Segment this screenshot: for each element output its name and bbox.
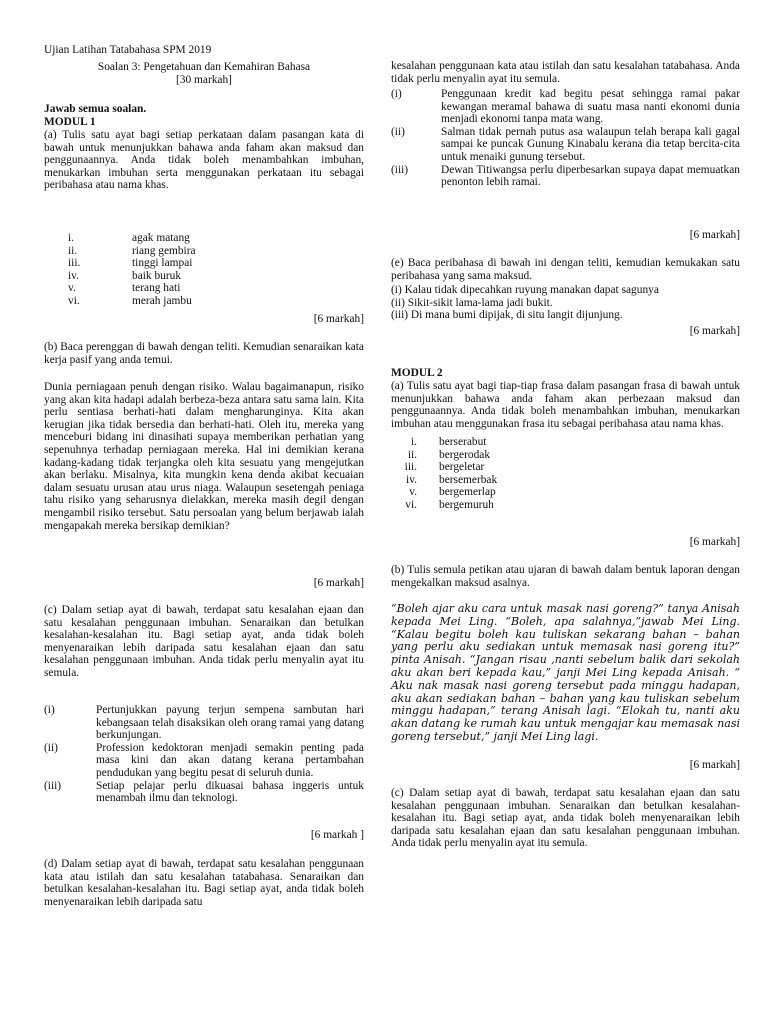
phrase-item-number: vi. [405,498,417,511]
phrase-item-text: bergemuruh [439,498,494,511]
sentence-item-number: (ii) [391,125,405,138]
phrase-item [391,436,740,449]
word-pair-item-text: riang gembira [132,244,196,257]
question-2a-text: (a) Tulis satu ayat bagi tiap-tiap frasa dalam pasangan frasa di bawah untuk menunjukkan bahawa anda faham akan perbezaan maksud dan penggunaannya. Anda tidak boleh menambahkan imbuhan, menukarkan imbuhan atau menggunakan frasa itu sebagai peribahasa atau nama khas. [391,380,740,430]
proverb-item: (iii) Di mana bumi dipijak, di situ langit dijunjung. [391,309,623,322]
instruction: Jawab semua soalan. [44,103,147,115]
question-1a-marks: [6 markah] [313,313,364,325]
proverb-item: (i) Kalau tidak dipecahkan ruyung manakan dapat sagunya [391,284,659,296]
question-1d-continued: kesalahan penggunaan kata atau istilah dan satu kesalahan tatabahasa. Anda tidak perlu menyalin ayat itu semula. [391,60,740,85]
question-1a-word-list [44,232,364,308]
phrase-item-text: berserabut [439,436,487,448]
question-1e-marks: [6 markah] [689,325,740,337]
phrase-item-number: ii. [407,448,417,461]
question-2b-dialogue-passage: “Boleh ajar aku cara untuk masak nasi goreng?” tanya Anisah kepada Mei Ling. “Boleh, apa salahnya,”jawab Mei Ling. “Kalau begitu boleh kau tuliskan sekarang bahan – bahan yang perlu aku sediakan untuk memasak nasi goreng itu?” pinta Anisah. “Jangan risau ,nanti sebelum balik dari sekolah aku akan beri kepada kau,” janji Mei Ling kepada Anisah. “ Aku nak masak nasi goreng tersebut pada minggu hadapan, aku akan sediakan bahan – bahan yang kau tuliskan sebelum minggu hadapan,” terang Anisah lagi. “Elokah tu, nanti aku akan datang ke rumah kau untuk mengajar kau memasak nasi goreng tersebut,” janji Mei Ling lagi. [391,602,740,743]
word-pair-item-text: baik buruk [132,269,182,282]
modul1-heading: MODUL 1 [44,116,96,128]
sentence-item-text: Setiap pelajar perlu dikuasai bahasa inggeris untuk menambah ilmu dan teknologi. [96,779,364,805]
word-pair-item-number: i. [68,232,75,244]
question-1a-text: (a) Tulis satu ayat bagi setiap perkataan dalam pasangan kata di bawah untuk menunjukkan bahawa anda faham akan maksud dan penggunaannya. Anda tidak boleh menambahkan imbuhan, menukarkan imbuhan serta menggunakan perkataan itu sebagai peribahasa atau nama khas. [44,129,364,192]
word-pair-item-text: merah jambu [132,294,192,307]
question-1d-sentence-list [391,88,740,189]
question-1b-passage: Dunia perniagaan penuh dengan risiko. Walau bagaimanapun, risiko yang akan kita hadapi adalah berbeza-beza antara satu sama lain. Kita perlu sentiasa berhati-hati dalam mengharunginya. Kita akan kerugian jika tidak bersedia dan berhati-hati. Oleh itu, mereka yang menceburi bidang ini dinasihati supaya memberikan perhatian yang sepenuhnya terhadap perniagaan mereka. Hal ini demikian kerana kadang-kadang tidak terjangka oleh kita sesuatu yang mengejutkan akan berlaku. Misalnya, kita mungkin kena denda akibat kecuaian dalam sesuatu urusan atau urus niaga. Walaupun sesetengah peniaga tahu risiko yang seharusnya dielakkan, mereka masih degil dengan mengambil risiko tersebut. Satu persoalan yang belum berjawab ialah mengapakah mereka bersikap demikian? [44,381,364,532]
phrase-item-number: iv. [406,473,417,486]
question-1e-proverb-list [391,284,740,322]
sentence-item [391,126,740,164]
sentence-item [391,164,740,189]
modul2-heading: MODUL 2 [391,367,443,379]
question-2a-phrase-list [391,436,740,512]
sentence-item-number: (iii) [391,163,409,176]
word-pair-item-number: vi. [68,294,80,307]
question-2b-marks: [6 markah] [689,759,740,771]
word-pair-item-number: v. [68,282,76,295]
word-pair-item [44,282,364,295]
phrase-item-number: i. [410,436,417,448]
word-pair-item-number: iv. [68,269,79,282]
phrase-item [391,461,740,474]
phrase-item-text: bergeletar [439,461,485,474]
sentence-item-number: (ii) [44,741,58,754]
word-pair-item-number: iii. [68,257,81,270]
sentence-item-text: Pertunjukkan payung terjun sempena sambutan hari kebangsaan telah disaksikan oleh orang ramai yang datang berkunjungan. [96,704,364,742]
question-1c-sentence-list [44,704,364,805]
exam-title: Ujian Latihan Tatabahasa SPM 2019 [44,44,212,56]
phrase-item-text: bersemerbak [439,473,498,486]
sentence-item-text: Penggunaan kredit kad begitu pesat sehingga ramai pakar kewangan meramal bahawa di suatu masa nanti ekonomi dunia menjadi ekonomi tanpa mata wang. [441,88,740,126]
word-pair-item [44,245,364,258]
sentence-item-text: Dewan Titiwangsa perlu diperbesarkan supaya dapat memuatkan penonton lebih ramai. [441,163,740,189]
phrase-item [391,449,740,462]
word-pair-item [44,257,364,270]
question-2b-text: (b) Tulis semula petikan atau ujaran di bawah dalam bentuk laporan dengan mengekalkan maksud asalnya. [391,564,740,589]
word-pair-item-text: agak matang [132,232,190,244]
sentence-item-text: Salman tidak pernah putus asa walaupun telah berapa kali gagal sampai ke puncak Gunung Kinabalu kerana dia tetap bercita-cita untuk menaiki gunung tersebut. [441,125,740,163]
word-pair-item [44,232,364,245]
phrase-item-number: iii. [404,461,417,474]
word-pair-item-number: ii. [68,244,78,257]
word-pair-item [44,270,364,283]
sentence-item [44,704,364,742]
sentence-item [44,742,364,780]
phrase-item-number: v. [409,486,417,499]
section-marks: [30 markah] [176,74,232,86]
sentence-item [391,88,740,126]
question-2a-marks: [6 markah] [689,536,740,548]
question-1c-marks: [6 markah ] [310,829,364,841]
question-1b-marks: [6 markah] [313,577,364,589]
section-title: Soalan 3: Pengetahuan dan Kemahiran Bahasa [97,61,311,73]
sentence-item-text: Profession kedoktoran menjadi semakin penting pada masa kini dan akan datang kerana pertambahan pendudukan yang begitu pesat di seluruh dunia. [96,741,364,779]
question-1d-marks: [6 markah] [689,229,740,241]
sentence-item [44,780,364,805]
phrase-item [391,499,740,512]
question-1d-text: (d) Dalam setiap ayat di bawah, terdapat satu kesalahan penggunaan kata atau istilah dan satu kesalahan tatabahasa. Senaraikan dan betulkan kesalahan-kesalahan itu. Bagi setiap ayat, anda tidak boleh menyenaraikan lebih daripada satu [44,858,364,908]
question-1c-text: (c) Dalam setiap ayat di bawah, terdapat satu kesalahan ejaan dan satu kesalahan penggunaan imbuhan. Senaraikan dan betulkan kesalahan-kesalahan itu. Bagi setiap ayat, anda tidak boleh menyenaraikan lebih daripada satu kesalahan ejaan dan satu kesalahan penggunaan imbuhan. Anda tidak perlu menyalin ayat itu semula. [44,604,364,679]
phrase-item [391,486,740,499]
proverb-item: (ii) Sikit-sikit lama-lama jadi bukit. [391,296,553,309]
question-1b-text: (b) Baca perenggan di bawah dengan teliti. Kemudian senaraikan kata kerja pasif yang anda temui. [44,341,364,366]
sentence-item-number: (i) [391,88,402,100]
word-pair-item-text: tinggi lampai [132,257,193,270]
phrase-item [391,474,740,487]
phrase-item-text: bergerodak [439,448,491,461]
question-2c-text: (c) Dalam setiap ayat di bawah, terdapat satu kesalahan ejaan dan satu kesalahan penggunaan imbuhan. Senaraikan dan betulkan kesalahan-kesalahan itu. Bagi setiap ayat, anda tidak boleh menyenaraikan lebih daripada satu kesalahan ejaan dan satu kesalahan penggunaan imbuhan. Anda tidak perlu menyalin ayat itu semula. [391,787,740,850]
phrase-item-text: bergemerlap [439,486,496,499]
question-1e-text: (e) Baca peribahasa di bawah ini dengan teliti, kemudian kemukakan satu peribahasa yang sama maksud. [391,257,740,282]
sentence-item-number: (i) [44,704,55,716]
word-pair-item [44,295,364,308]
sentence-item-number: (iii) [44,779,62,792]
word-pair-item-text: terang hati [132,282,181,295]
